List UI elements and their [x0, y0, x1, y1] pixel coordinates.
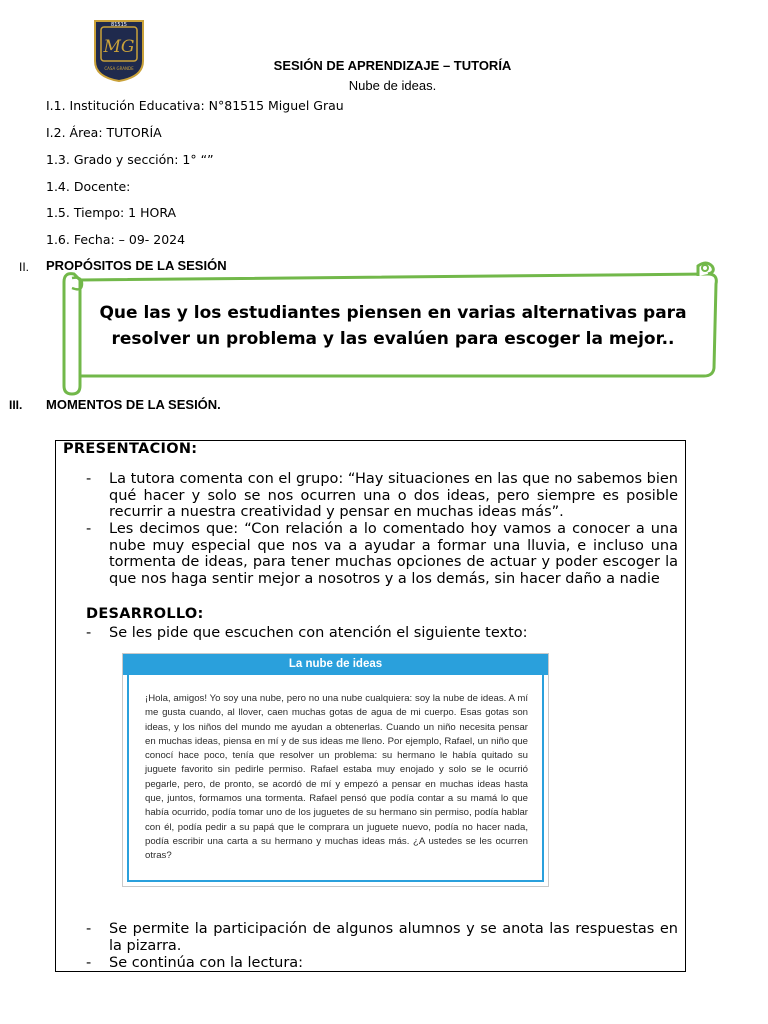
section-2-title: PROPÓSITOS DE LA SESIÓN — [46, 258, 227, 273]
section-3-title: MOMENTOS DE LA SESIÓN. — [46, 397, 221, 412]
bullet-dash: - — [86, 521, 92, 537]
reading-card — [122, 653, 549, 887]
bullet-dash: - — [86, 471, 92, 487]
info-institution: I.1. Institución Educativa: N°81515 Miguel Grau — [46, 98, 344, 113]
development-item: Se les pide que escuchen con atención el siguiente texto: — [109, 625, 528, 641]
logo-bottom-text: CASA GRANDE — [104, 66, 134, 71]
reading-body: ¡Hola, amigos! Yo soy una nube, pero no una nube cualquiera: soy la nube de ideas. A mí me gusta cuando, al llover, caen muchas gotas de agua de mi cuerpo. Esas gotas son ideas, y los niños del mundo me ayudan a obtenerlas. Cuando un niño necesita pensar en muchas ideas, piensa en mí y de sus ideas me lleno. Por ejemplo, Rafael, un niño que conocí hace poco, tenía que resolver un problema: su hermano le había quitado su juguete favorito sin pedirle permiso. Rafael estaba muy enojado y solo se le ocurrió pegarle, pero, de pronto, se acordó de mí y empezó a pensar en muchas ideas hasta que, juntos, formamos una tormenta. Rafael pensó que podía contar a su mamá lo que había ocurrido, podía tomar uno de los juguetes de su hermano sin permiso, podía hablar con él, podía pedir a su papá que le comprara un juguete nuevo, podía no hacer nada, podía escribir una carta a su hermano y muchas ideas más. ¿A ustedes se les ocurren otras? — [145, 693, 528, 862]
presentation-heading: PRESENTACION: — [63, 441, 198, 457]
reading-title: La nube de ideas — [123, 654, 548, 675]
presentation-item-2: Les decimos que: “Con relación a lo comentado hoy vamos a conocer a una nube muy especial que nos va a ayudar a formar una lluvia, e incluso una tormenta de ideas, para tener muchas opciones de actuar y poder escoger la que nos haga sentir mejor a nosotros y a los demás, sin hacer daño a nadie — [109, 521, 678, 587]
bullet-dash: - — [86, 625, 92, 641]
presentation-item-1: La tutora comenta con el grupo: “Hay situaciones en las que no sabemos bien qué hacer y solo se nos ocurren una o dos ideas, pero siempre es posible recurrir a nuestra creatividad y pensar en muchas ideas más”. — [109, 471, 678, 520]
shield-crest-icon — [93, 17, 145, 83]
school-logo — [93, 17, 145, 83]
bullet-dash: - — [86, 921, 92, 937]
document-subtitle: Nube de ideas. — [348, 78, 437, 93]
info-teacher: 1.4. Docente: — [46, 179, 131, 194]
info-date: 1.6. Fecha: – 09- 2024 — [46, 232, 186, 247]
info-grade: 1.3. Grado y sección: 1° “” — [46, 152, 214, 167]
after-item-2: Se continúa con la lectura: — [109, 955, 304, 971]
section-3-number: III. — [9, 398, 23, 412]
logo-monogram: MG — [103, 37, 135, 57]
purpose-statement: Que las y los estudiantes piensen en varias alternativas para resolver un problema y las evalúen para escoger la mejor.. — [99, 303, 687, 349]
section-2-number: II. — [19, 260, 30, 274]
logo-top-text: 81515 — [111, 22, 127, 28]
development-heading: DESARROLLO: — [86, 606, 204, 622]
after-item-1: Se permite la participación de algunos alumnos y se anota las respuestas en la pizarra. — [109, 921, 678, 954]
info-area: I.2. Área: TUTORÍA — [46, 125, 162, 140]
session-moments-box — [55, 440, 686, 972]
bullet-dash: - — [86, 955, 92, 971]
info-time: 1.5. Tiempo: 1 HORA — [46, 205, 177, 220]
document-title: SESIÓN DE APRENDIZAJE – TUTORÍA — [273, 58, 512, 73]
